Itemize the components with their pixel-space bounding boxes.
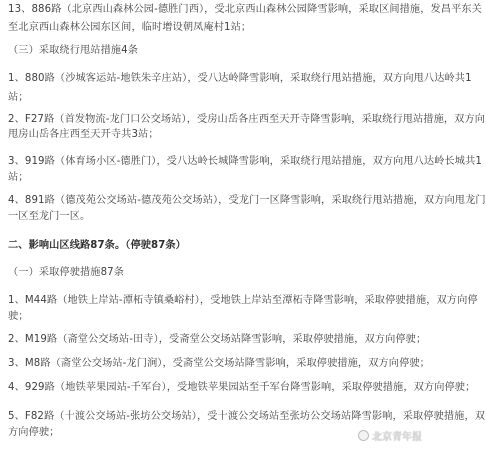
text-line: 4、929路（地铁苹果园站-千军台），受地铁苹果园站至千军台降雪影响，采取停驶措施，双方向停驶； xyxy=(8,382,476,393)
text-line: 4、891路（德茂苑公交场站-德茂苑公交场站），受龙门一区降雪影响，采取绕行甩站措施，双方向甩龙门 xyxy=(8,195,486,206)
text-line: 3、919路（体育场小区-德胜门），受八达岭长城降雪影响，采取绕行甩站措施，双方向甩八达岭长城共1 xyxy=(8,156,482,167)
text-line: 1、880路（沙城客运站-地铁朱辛庄站），受八达岭降雪影响，采取绕行甩站措施，双方向甩八达岭共1 xyxy=(8,73,472,84)
section-heading: 二、影响山区线路87条。（停驶87条） xyxy=(8,240,186,251)
text-line: 站； xyxy=(8,92,29,103)
text-line: （一）采取停驶措施87条 xyxy=(8,267,125,278)
text-line: 3、M8路（斋堂公交场站-龙门涧），受斋堂公交场站降雪影响，采取停驶措施，双方向停驶； xyxy=(8,358,430,369)
text-line: 2、F27路（首发物流-龙门口公交场站），受房山岳各庄西至天开寺降雪影响，采取绕行甩站措施，双方向 xyxy=(8,114,486,125)
text-line: 2、M19路（斋堂公交场站-田寺），受斋堂公交场站降雪影响，采取停驶措施，双方向停驶； xyxy=(8,334,427,345)
watermark-text: 北京青年报 xyxy=(372,432,422,443)
text-line: 5、F82路（十渡公交场站-张坊公交场站），受十渡公交场站至张坊公交场站降雪影响，采取停驶措施，双 xyxy=(8,411,486,422)
text-line: 站； xyxy=(8,172,29,183)
text-line: 驶； xyxy=(8,311,29,322)
text-line: 方向停驶； xyxy=(8,427,60,438)
text-line: 一区至龙门一区。 xyxy=(8,211,91,222)
text-line: 至北京西山森林公园东区间，临时增设朝凤庵村1站； xyxy=(8,22,252,33)
newspaper-logo-icon xyxy=(358,430,369,441)
text-line: 甩房山岳各庄西至天开寺共3站； xyxy=(8,129,159,140)
text-line: 13、886路（北京西山森林公园-德胜门西），受北京西山森林公园降雪影响，采取区间措施，发昌平东关 xyxy=(8,4,482,15)
text-line: 1、M44路（地铁上岸站-潭柘寺镇桑峪村），受地铁上岸站至潭柘寺降雪影响，采取停驶措施，双方向停 xyxy=(8,295,478,306)
text-line: （三）采取绕行甩站措施4条 xyxy=(8,45,139,56)
publisher-watermark xyxy=(358,428,422,443)
